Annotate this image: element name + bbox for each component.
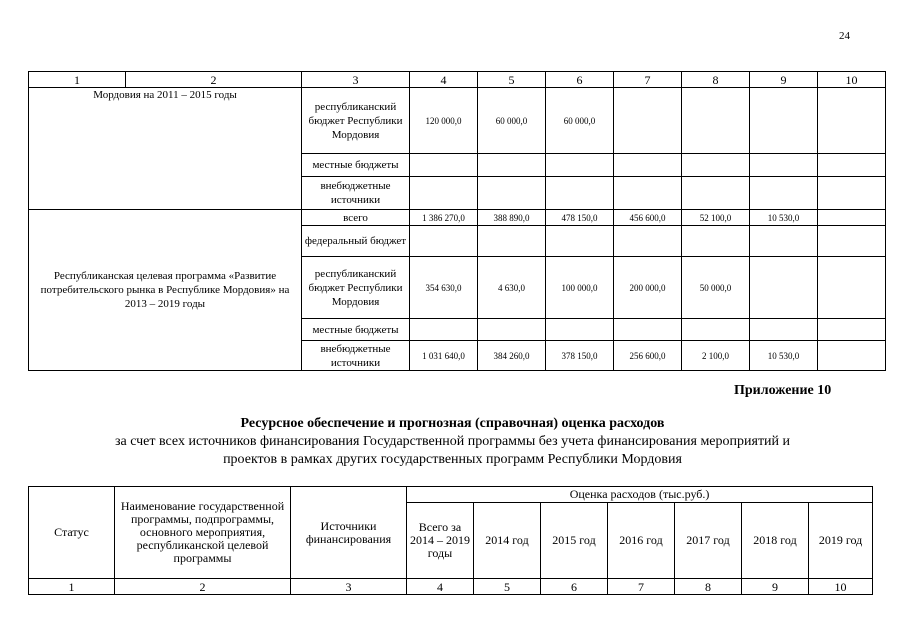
value-cell — [682, 226, 750, 257]
col-number: 1 — [29, 72, 126, 88]
value-cell: 10 530,0 — [750, 210, 818, 226]
status-header: Статус — [29, 487, 115, 579]
value-cell — [750, 177, 818, 210]
source-cell: республиканский бюджет Республики Мордовия — [302, 88, 410, 154]
value-cell — [818, 257, 886, 319]
value-cell: 60 000,0 — [478, 88, 546, 154]
col-number: 7 — [608, 579, 675, 595]
value-cell: 1 386 270,0 — [410, 210, 478, 226]
program-name-cell: Мордовия на 2011 – 2015 годы — [29, 88, 302, 210]
value-cell — [478, 226, 546, 257]
value-cell: 52 100,0 — [682, 210, 750, 226]
total-header: Всего за 2014 – 2019 годы — [407, 503, 474, 579]
value-cell — [682, 319, 750, 341]
value-cell — [614, 154, 682, 177]
program-name-header: Наименование государственной программы, подпрограммы, основного мероприятия, республиканской целевой программы — [115, 487, 291, 579]
year-header: 2018 год — [742, 503, 809, 579]
value-cell: 456 600,0 — [614, 210, 682, 226]
col-number: 4 — [407, 579, 474, 595]
year-header: 2017 год — [675, 503, 742, 579]
program-name-cell: Республиканская целевая программа «Развитие потребительского рынка в Республике Мордовия» на 2013 – 2019 годы — [29, 210, 302, 371]
appendix-label: Приложение 10 — [734, 383, 832, 398]
value-cell — [682, 154, 750, 177]
value-cell: 120 000,0 — [410, 88, 478, 154]
value-cell — [546, 154, 614, 177]
source-cell: республиканский бюджет Республики Мордовия — [302, 257, 410, 319]
col-number: 9 — [750, 72, 818, 88]
value-cell — [478, 177, 546, 210]
funding-sources-header: Источники финансирования — [291, 487, 407, 579]
value-cell — [818, 154, 886, 177]
value-cell — [614, 88, 682, 154]
document-subtitle-line2: проектов в рамках других государственных программ Республики Мордовия — [223, 452, 682, 467]
col-number: 2 — [126, 72, 302, 88]
value-cell — [478, 154, 546, 177]
value-cell: 1 031 640,0 — [410, 341, 478, 371]
value-cell: 256 600,0 — [614, 341, 682, 371]
value-cell: 200 000,0 — [614, 257, 682, 319]
value-cell — [546, 319, 614, 341]
value-cell: 354 630,0 — [410, 257, 478, 319]
resource-estimate-table — [28, 486, 873, 595]
source-cell: местные бюджеты — [302, 319, 410, 341]
col-number: 4 — [410, 72, 478, 88]
column-number-row — [29, 72, 886, 88]
col-number: 2 — [115, 579, 291, 595]
year-header: 2019 год — [809, 503, 873, 579]
source-cell: внебюджетные источники — [302, 177, 410, 210]
col-number: 8 — [675, 579, 742, 595]
col-number: 9 — [742, 579, 809, 595]
col-number: 5 — [478, 72, 546, 88]
value-cell — [682, 88, 750, 154]
value-cell: 2 100,0 — [682, 341, 750, 371]
value-cell — [614, 177, 682, 210]
value-cell: 478 150,0 — [546, 210, 614, 226]
value-cell — [750, 88, 818, 154]
col-number: 5 — [474, 579, 541, 595]
year-header: 2016 год — [608, 503, 675, 579]
value-cell — [818, 226, 886, 257]
table-row — [29, 88, 886, 154]
column-number-row — [29, 579, 873, 595]
document-subtitle-line1: за счет всех источников финансирования Государственной программы без учета финансирования мероприятий и — [114, 434, 791, 449]
expense-estimate-header: Оценка расходов (тыс.руб.) — [407, 487, 873, 503]
header-row — [29, 487, 873, 503]
value-cell — [818, 210, 886, 226]
document-title: Ресурсное обеспечение и прогнозная (справочная) оценка расходов — [240, 416, 665, 431]
value-cell: 10 530,0 — [750, 341, 818, 371]
value-cell — [546, 226, 614, 257]
value-cell — [478, 319, 546, 341]
year-header: 2014 год — [474, 503, 541, 579]
value-cell — [750, 319, 818, 341]
value-cell: 60 000,0 — [546, 88, 614, 154]
col-number: 1 — [29, 579, 115, 595]
col-number: 8 — [682, 72, 750, 88]
col-number: 3 — [291, 579, 407, 595]
value-cell — [410, 177, 478, 210]
value-cell — [410, 226, 478, 257]
col-number: 7 — [614, 72, 682, 88]
value-cell — [614, 319, 682, 341]
source-cell: внебюджетные источники — [302, 341, 410, 371]
col-number: 6 — [546, 72, 614, 88]
value-cell — [546, 177, 614, 210]
col-number: 10 — [818, 72, 886, 88]
value-cell: 378 150,0 — [546, 341, 614, 371]
value-cell — [818, 341, 886, 371]
value-cell: 384 260,0 — [478, 341, 546, 371]
table-row — [29, 210, 886, 226]
col-number: 3 — [302, 72, 410, 88]
value-cell — [750, 257, 818, 319]
value-cell: 4 630,0 — [478, 257, 546, 319]
value-cell — [818, 177, 886, 210]
value-cell: 50 000,0 — [682, 257, 750, 319]
page-number: 24 — [839, 30, 850, 42]
value-cell — [818, 319, 886, 341]
value-cell — [750, 154, 818, 177]
value-cell — [614, 226, 682, 257]
value-cell — [750, 226, 818, 257]
value-cell: 388 890,0 — [478, 210, 546, 226]
source-cell: местные бюджеты — [302, 154, 410, 177]
value-cell: 100 000,0 — [546, 257, 614, 319]
funding-table-continued — [28, 71, 886, 371]
value-cell — [410, 154, 478, 177]
value-cell — [682, 177, 750, 210]
year-header: 2015 год — [541, 503, 608, 579]
source-cell: всего — [302, 210, 410, 226]
source-cell: федеральный бюджет — [302, 226, 410, 257]
col-number: 6 — [541, 579, 608, 595]
value-cell — [410, 319, 478, 341]
col-number: 10 — [809, 579, 873, 595]
value-cell — [818, 88, 886, 154]
